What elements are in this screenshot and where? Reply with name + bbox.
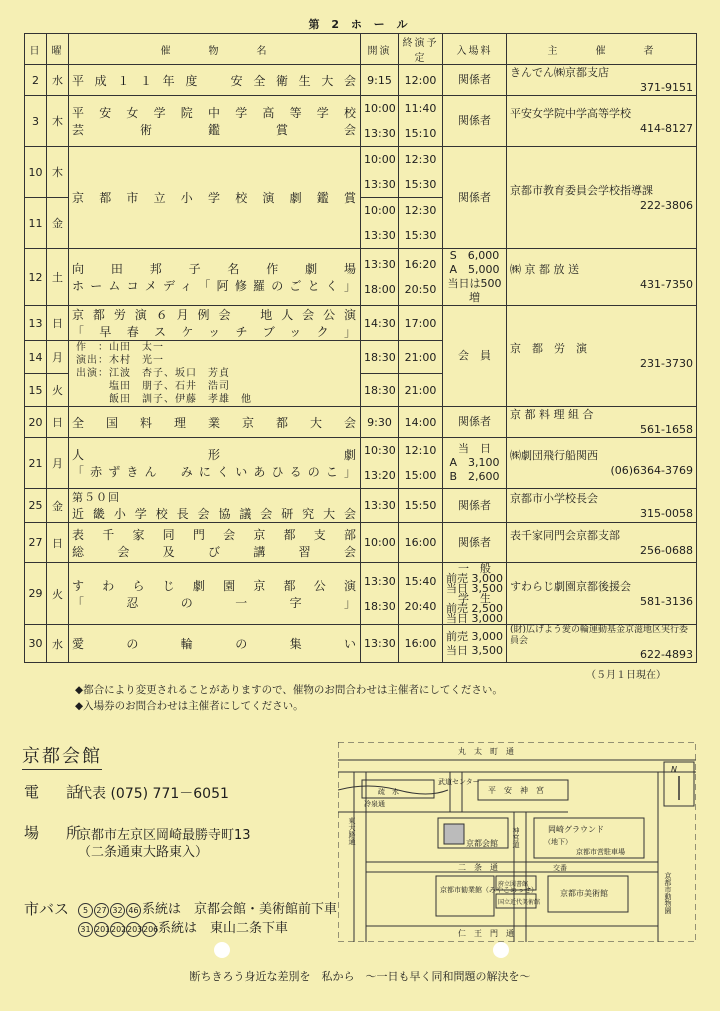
column-header: 催 物 名 <box>69 34 361 65</box>
organizer-name: 京 都 料 理 組 合 <box>510 408 594 421</box>
price-line: 関係者 <box>458 498 491 512</box>
start-time: 13:30 <box>364 499 396 512</box>
event-line: 第５０回 <box>72 491 120 504</box>
start-time: 13:30 <box>364 637 396 650</box>
row-start <box>361 374 399 407</box>
bus-route-number: 206 <box>142 922 157 937</box>
end-time: 12:30 <box>404 153 437 166</box>
punch-hole-left <box>214 942 230 958</box>
table-row <box>25 523 697 563</box>
start-time: 10:00 <box>364 153 396 166</box>
row-price <box>443 96 507 147</box>
map-art-museum: 京都市美術館 <box>560 889 608 898</box>
row-end <box>399 438 443 489</box>
table-header <box>25 34 697 65</box>
organizer-tel: 622-4893 <box>640 648 693 661</box>
note-ticket: ◆入場券のお問合わせは主催者にしてください。 <box>75 700 304 712</box>
hall-title: 第 2 ホ ー ル <box>308 18 412 31</box>
cast-line: 飯田 訓子、伊藤 孝雄 他 <box>76 394 252 405</box>
row-event <box>69 563 361 625</box>
row-price <box>443 625 507 663</box>
price-line: 当日 3,500 <box>446 643 503 657</box>
start-time: 13:30 <box>364 229 396 242</box>
table-row <box>25 489 697 523</box>
column-header: 日 <box>25 34 47 65</box>
start-time: 18:30 <box>364 599 396 613</box>
organizer-tel: 414-8127 <box>640 122 693 135</box>
bus-route-number: 201 <box>94 922 109 937</box>
row-day: 21 <box>25 438 47 489</box>
column-header: 入場料 <box>443 34 507 65</box>
event-line: 「 忍 の 一 字 」 <box>72 595 357 610</box>
column-header: 曜 <box>47 34 69 65</box>
row-organizer <box>507 306 697 407</box>
table-row <box>25 249 697 306</box>
row-price <box>443 563 507 625</box>
row-day: 13 <box>25 306 47 341</box>
row-day: 20 <box>25 407 47 438</box>
row-event <box>69 438 361 489</box>
row-organizer <box>507 438 697 489</box>
table-row <box>25 438 697 489</box>
row-weekday: 土 <box>47 249 69 306</box>
end-time: 12:10 <box>404 444 437 457</box>
event-line: 近畿小学校長会協議会研究大会 <box>72 507 357 521</box>
row-price <box>443 438 507 489</box>
row-start <box>361 249 399 306</box>
organizer-tel: (06)6364-3769 <box>610 464 693 477</box>
bus-route-number: 202 <box>110 922 125 937</box>
event-line: 表千家同門会京都支部 <box>72 527 357 542</box>
organizer-name: 平安女学院中学高等学校 <box>510 107 631 120</box>
table-row <box>25 306 697 341</box>
row-event <box>69 625 361 663</box>
row-day: 14 <box>25 341 47 374</box>
row-start <box>361 306 399 341</box>
end-time: 20:40 <box>404 599 437 613</box>
bus-route-number: 203 <box>126 922 141 937</box>
price-line: S 6,000 <box>449 249 500 262</box>
map-marutamachi: 丸 太 町 通 <box>458 747 514 756</box>
price-line: 関係者 <box>458 415 491 428</box>
row-event <box>69 65 361 96</box>
map-heian-jingu: 平 安 神 宮 <box>488 786 544 795</box>
row-price <box>443 407 507 438</box>
map-modern-museum: 国立近代美術館 <box>498 899 541 906</box>
table-row <box>25 563 697 625</box>
row-event <box>69 306 361 341</box>
start-time: 18:30 <box>364 350 396 364</box>
event-line: すわらじ劇園京都公演 <box>72 578 357 593</box>
start-time: 13:30 <box>364 574 396 588</box>
row-start <box>361 341 399 374</box>
slogan: 断ちきろう身近な差別を 私から ～一日も早く同和問題の解決を～ <box>189 970 531 983</box>
cast-line: 作 ：山田 太一 <box>76 342 164 353</box>
row-weekday: 日 <box>47 306 69 341</box>
end-time: 20:50 <box>404 283 437 296</box>
end-time: 12:30 <box>404 204 437 217</box>
row-start <box>361 407 399 438</box>
organizer-tel: 256-0688 <box>640 543 693 557</box>
event-line: ホームコメディ「阿修羅のごとく」 <box>72 279 357 293</box>
place-label: 場 所 <box>24 824 88 842</box>
map-niomon: 仁 王 門 通 <box>458 929 514 938</box>
row-event <box>69 96 361 147</box>
organizer-name: ㈱ 京 都 放 送 <box>510 263 579 276</box>
row-weekday: 木 <box>47 96 69 147</box>
start-time: 13:20 <box>364 469 396 482</box>
row-organizer <box>507 563 697 625</box>
event-line: 京都市立小学校演劇鑑賞 <box>72 191 357 205</box>
map-jingu-michi: 神宮道 <box>512 827 520 848</box>
column-header: 開演 <box>361 34 399 65</box>
end-time: 11:40 <box>404 102 437 115</box>
price-line: 当 日 <box>458 442 491 455</box>
row-event <box>69 523 361 563</box>
end-time: 15:00 <box>404 469 437 482</box>
organizer-name: ㈱劇団飛行船関西 <box>510 449 598 462</box>
row-price <box>443 249 507 306</box>
address-note: （二条通東大路東入） <box>78 845 209 860</box>
row-end <box>399 65 443 96</box>
end-time: 15:40 <box>404 574 437 588</box>
row-start <box>361 523 399 563</box>
row-weekday: 金 <box>47 489 69 523</box>
organizer-tel: 231-3730 <box>640 357 693 370</box>
price-line: 関係者 <box>458 535 491 549</box>
bus-route-1 <box>78 898 337 918</box>
map-sosui: 疏 水 <box>378 788 399 796</box>
row-event <box>69 249 361 306</box>
row-organizer <box>507 407 697 438</box>
organizer-tel: 431-7350 <box>640 278 693 291</box>
row-weekday: 金 <box>47 198 69 249</box>
event-line: 人 形 劇 <box>72 448 357 462</box>
table-row <box>25 96 697 147</box>
start-time: 10:00 <box>364 204 396 217</box>
end-time: 16:00 <box>404 536 437 549</box>
event-line: 芸 術 鑑 賞 会 <box>72 123 357 137</box>
row-organizer <box>507 249 697 306</box>
row-day: 27 <box>25 523 47 563</box>
price-line: B 2,600 <box>449 470 500 483</box>
organizer-name: 京都市小学校長会 <box>510 491 598 505</box>
start-time: 10:00 <box>364 536 396 549</box>
start-time: 18:00 <box>364 283 396 296</box>
row-weekday: 日 <box>47 523 69 563</box>
end-time: 21:00 <box>404 350 437 364</box>
row-organizer <box>507 625 697 663</box>
event-line: 全国料理業京都大会 <box>72 415 357 430</box>
price-line: A 5,000 <box>449 263 500 276</box>
organizer-tel: 561-1658 <box>640 423 693 436</box>
bus-route-number: 5 <box>78 903 93 918</box>
row-weekday: 水 <box>47 65 69 96</box>
price-line: 当日は500増 <box>447 277 502 304</box>
price-line: 当日 3,000 <box>446 611 503 625</box>
access-map <box>338 742 696 942</box>
row-price <box>443 523 507 563</box>
row-end <box>399 96 443 147</box>
organizer-name: すわらじ劇園京都後援会 <box>510 579 631 593</box>
organizer-name: 表千家同門会京都支部 <box>510 528 620 542</box>
price-line: 前売 2,500 <box>446 601 503 615</box>
tel-label: 電 話 <box>24 783 88 801</box>
event-line: 「赤ずきん みにくいあひるのこ」 <box>72 465 357 479</box>
bus-label: 市バス <box>24 900 70 918</box>
row-event <box>69 407 361 438</box>
table-row <box>25 65 697 96</box>
start-time: 13:30 <box>364 178 396 191</box>
row-end <box>399 341 443 374</box>
bus-route-2 <box>78 917 288 937</box>
row-organizer <box>507 489 697 523</box>
punch-hole-right <box>493 942 509 958</box>
start-time: 14:30 <box>364 316 396 330</box>
map-zoo: 京都市動物園 <box>664 872 672 914</box>
row-end <box>399 563 443 625</box>
end-time: 15:30 <box>404 178 437 191</box>
event-line: 平成１１年度 安全衛生大会 <box>72 73 357 88</box>
row-event <box>69 147 361 249</box>
note-change: ◆都合により変更されることがありますので、催物のお問合わせは主催者にしてください。 <box>75 684 503 696</box>
row-start <box>361 563 399 625</box>
row-day: 10 <box>25 147 47 198</box>
map-reisen: 冷泉通 <box>364 800 385 808</box>
organizer-name: 京都市教育委員会学校指導課 <box>510 183 653 197</box>
row-start <box>361 438 399 489</box>
row-end <box>399 306 443 341</box>
price-line: 前売 3,000 <box>446 629 503 643</box>
row-end <box>399 407 443 438</box>
row-end <box>399 147 443 198</box>
row-price <box>443 489 507 523</box>
row-day: 15 <box>25 374 47 407</box>
start-time: 9:30 <box>367 415 392 429</box>
bus-route-number: 31 <box>78 922 93 937</box>
row-end <box>399 249 443 306</box>
row-weekday: 火 <box>47 374 69 407</box>
map-chika: （地下） <box>544 838 572 846</box>
end-time: 14:00 <box>404 415 437 429</box>
start-time: 9:15 <box>367 73 392 87</box>
end-time: 16:20 <box>404 258 437 271</box>
table-row <box>25 147 697 198</box>
price-line: 当日 3,500 <box>446 581 503 595</box>
table-row <box>25 625 697 663</box>
end-time: 15:30 <box>404 229 437 242</box>
address: 京都市左京区岡崎最勝寺町13 <box>78 828 251 843</box>
row-weekday: 木 <box>47 147 69 198</box>
cast-line: 演出：木村 光一 <box>76 355 164 366</box>
bus-route-number: 32 <box>110 903 125 918</box>
end-time: 17:00 <box>404 316 437 330</box>
start-time: 10:00 <box>364 102 396 115</box>
row-start <box>361 65 399 96</box>
row-day: 11 <box>25 198 47 249</box>
row-day: 3 <box>25 96 47 147</box>
map-miyakomesse: 京都市勧業館（みやこめっせ） <box>440 886 538 894</box>
row-start <box>361 625 399 663</box>
map-budo-center: 武道センター <box>438 778 480 786</box>
organizer-tel: 581-3136 <box>640 594 693 608</box>
row-weekday: 火 <box>47 563 69 625</box>
row-day: 12 <box>25 249 47 306</box>
bus-route-number: 46 <box>126 903 141 918</box>
event-line: 平安女学院中学高等学校 <box>72 106 357 120</box>
price-line: 前売 3,000 <box>446 571 503 585</box>
row-day: 25 <box>25 489 47 523</box>
event-line: 京都労演６月例会 地人会公演 <box>72 308 357 322</box>
row-day: 29 <box>25 563 47 625</box>
row-start <box>361 489 399 523</box>
start-time: 13:30 <box>364 127 396 140</box>
schedule-table <box>24 33 697 663</box>
start-time: 10:30 <box>364 444 396 457</box>
end-time: 21:00 <box>404 383 437 397</box>
map-kaikan: 京都会館 <box>466 839 498 848</box>
column-header: 終演予定 <box>399 34 443 65</box>
venue-name: 京都会館 <box>22 742 102 770</box>
bus-route-number: 27 <box>94 903 109 918</box>
map-library: 府立図書館 <box>498 881 529 888</box>
end-time: 15:10 <box>404 127 437 140</box>
map-okazaki-ground: 岡崎グラウンド <box>548 825 604 834</box>
map-parking: 京都市営駐車場 <box>576 848 625 856</box>
end-time: 16:00 <box>404 637 437 650</box>
row-start <box>361 147 399 198</box>
start-time: 18:30 <box>364 383 396 397</box>
event-line: 向田邦子名作劇場 <box>72 262 357 276</box>
bus-stop-2: 系統は 東山二条下車 <box>158 921 289 936</box>
organizer-name: (財)広げよう愛の輪運動基金京滋地区実行委員会 <box>510 625 689 646</box>
row-weekday: 月 <box>47 341 69 374</box>
organizer-name: 京 都 労 演 <box>510 342 587 355</box>
end-time: 15:50 <box>404 499 437 512</box>
updated-date: （５月１日現在） <box>586 670 666 681</box>
row-day: 30 <box>25 625 47 663</box>
bus-stop-1: 系統は 京都会館・美術館前下車 <box>142 902 338 917</box>
end-time: 12:00 <box>404 73 437 87</box>
row-start <box>361 198 399 249</box>
row-end <box>399 198 443 249</box>
cast-line: 出演：江波 杏子、坂口 芳貞 <box>76 368 230 379</box>
price-line: 関係者 <box>458 190 491 204</box>
map-nijo: 二 条 通 <box>458 863 498 872</box>
price-line: 関係者 <box>458 73 491 86</box>
row-price <box>443 147 507 249</box>
row-event <box>69 341 361 407</box>
row-weekday: 日 <box>47 407 69 438</box>
row-day: 2 <box>25 65 47 96</box>
row-weekday: 月 <box>47 438 69 489</box>
row-weekday: 水 <box>47 625 69 663</box>
map-koban: 交番 <box>553 864 567 872</box>
cast-line: 塩田 朋子、石井 浩司 <box>76 381 230 392</box>
row-end <box>399 489 443 523</box>
organizer-tel: 222-3806 <box>640 198 693 212</box>
row-price <box>443 306 507 407</box>
north-icon: N <box>671 765 677 774</box>
price-line: A 3,100 <box>449 456 500 469</box>
table-row <box>25 407 697 438</box>
event-line: 愛 の 輪 の 集 い <box>72 637 357 651</box>
row-organizer <box>507 96 697 147</box>
price-line: 関係者 <box>458 114 491 127</box>
row-start <box>361 96 399 147</box>
event-line: 総 会 及 び 講 習 会 <box>72 544 357 559</box>
organizer-tel: 371-9151 <box>640 81 693 94</box>
price-line: 会 員 <box>458 349 491 362</box>
column-header: 主 催 者 <box>507 34 697 65</box>
tel-number: 代表 (075) 771－6051 <box>78 786 229 802</box>
price-line: 一 般 <box>458 561 491 575</box>
row-end <box>399 374 443 407</box>
map-higashioji: 東大路通 <box>348 817 356 845</box>
row-end <box>399 523 443 563</box>
row-organizer <box>507 523 697 563</box>
start-time: 13:30 <box>364 258 396 271</box>
row-organizer <box>507 147 697 249</box>
event-line: 「早春スケッチブック」 <box>72 325 357 339</box>
organizer-tel: 315-0058 <box>640 506 693 520</box>
price-line: 学 生 <box>458 591 491 605</box>
row-end <box>399 625 443 663</box>
row-price <box>443 65 507 96</box>
row-organizer <box>507 65 697 96</box>
organizer-name: きんでん㈱京都支店 <box>510 66 609 79</box>
row-event <box>69 489 361 523</box>
